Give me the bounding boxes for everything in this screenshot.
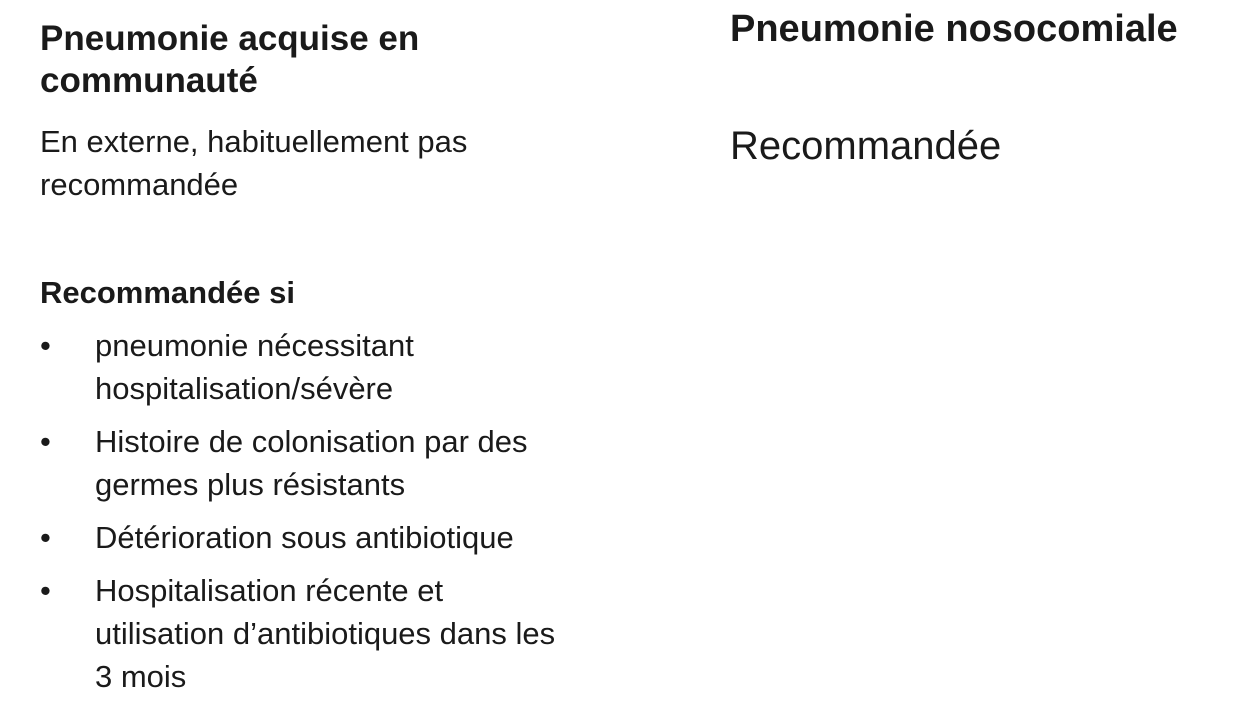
bullet-text (95, 516, 655, 559)
left-intro (40, 120, 680, 206)
bullet-list (40, 324, 680, 698)
bullet-text (95, 420, 655, 506)
list-item (40, 516, 680, 559)
bullet-line: pneumonie nécessitant (95, 328, 414, 363)
bullet-line: hospitalisation/sévère (95, 371, 394, 406)
bullet-icon: • (40, 573, 51, 608)
left-intro-line1: En externe, habituellement pas (40, 124, 468, 159)
left-subheading: Recommandée si (40, 275, 295, 310)
bullet-text (95, 324, 655, 410)
right-heading: Pneumonie nosocomiale (730, 8, 1178, 50)
bullet-line: utilisation d’antibiotiques dans les (95, 616, 556, 651)
bullet-line: germes plus résistants (95, 467, 406, 502)
bullet-icon: • (40, 328, 51, 363)
list-item (40, 420, 680, 506)
right-column (730, 6, 1230, 171)
left-heading-line1: Pneumonie acquise en (40, 19, 420, 58)
left-column (40, 18, 680, 705)
list-item (40, 569, 680, 698)
left-heading-line2: communauté (40, 61, 258, 100)
bullet-text (95, 569, 655, 698)
list-item (40, 324, 680, 410)
left-heading (40, 18, 680, 102)
bullet-line: Hospitalisation récente et (95, 573, 444, 608)
left-intro-line2: recommandée (40, 167, 239, 202)
bullet-line: 3 mois (95, 659, 187, 694)
bullet-line: Détérioration sous antibiotique (95, 520, 514, 555)
bullet-icon: • (40, 520, 51, 555)
bullet-line: Histoire de colonisation par des (95, 424, 528, 459)
bullet-icon: • (40, 424, 51, 459)
right-body: Recommandée (730, 124, 1002, 168)
